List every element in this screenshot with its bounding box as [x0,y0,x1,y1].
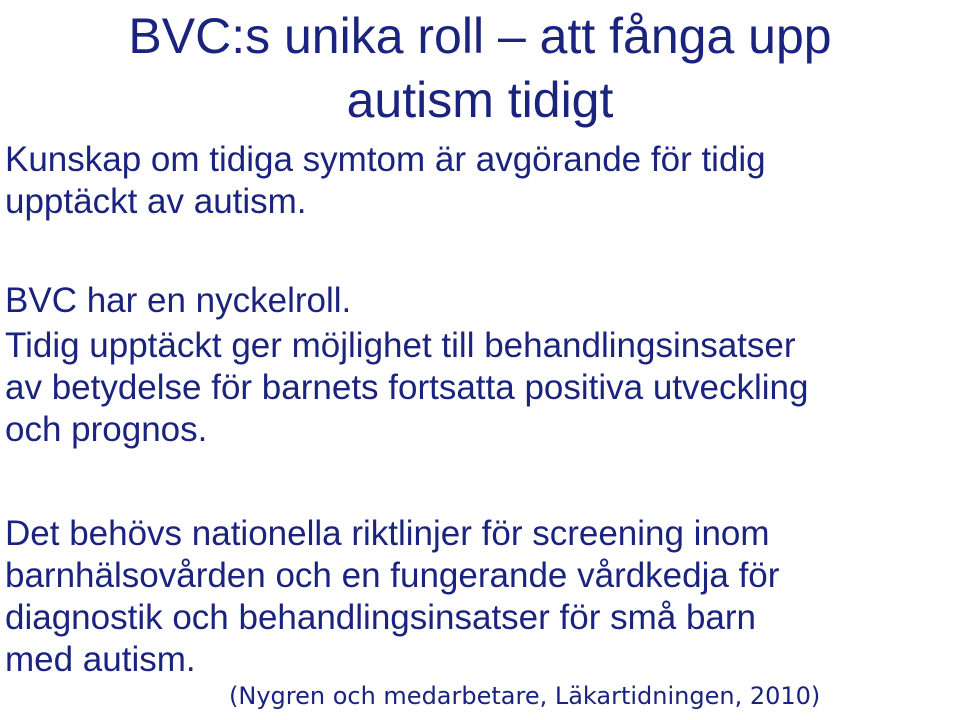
title-line: autism tidigt [346,72,614,128]
paragraph-early-detection [5,325,955,451]
paragraph-line: upptäckt av autism. [5,182,307,221]
paragraph-key-role [5,280,955,322]
paragraph-line: diagnostik och behandlingsinsatser för små barn [5,598,756,637]
citation: (Nygren och medarbetare, Läkartidningen, 2010) [229,682,821,710]
paragraph-line: barnhälsovården och en fungerande vårdkedja för [5,556,780,595]
paragraph-line: Det behövs nationella riktlinjer för screening inom [5,514,770,553]
paragraph-line: Kunskap om tidiga symtom är avgörande för tidig [5,140,766,179]
paragraph-line: BVC har en nyckelroll. [5,281,352,320]
title-line: BVC:s unika roll – att fånga upp [128,8,832,64]
paragraph-guidelines [5,513,955,681]
slide-title [0,4,960,132]
paragraph-line: och prognos. [5,410,208,449]
paragraph-line: Tidig upptäckt ger möjlighet till behandlingsinsatser [5,326,796,365]
paragraph-early-symptoms [5,139,955,223]
paragraph-line: med autism. [5,640,196,679]
paragraph-line: av betydelse för barnets fortsatta positiva utveckling [5,368,809,407]
